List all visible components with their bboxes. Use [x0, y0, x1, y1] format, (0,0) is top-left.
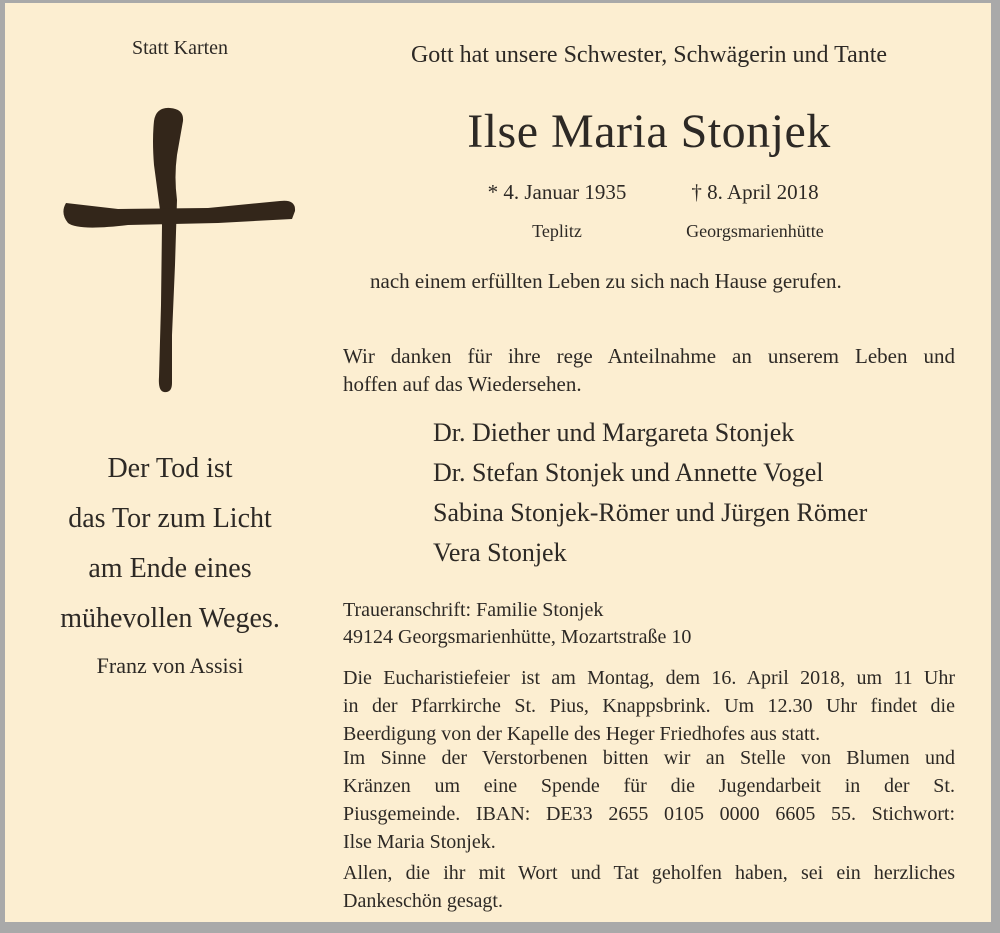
text-line: mühevollen Weges.: [60, 603, 280, 634]
closing-thanks-paragraph: [343, 859, 955, 915]
donation-request-paragraph: [343, 744, 955, 856]
intro-line: Gott hat unsere Schwester, Schwägerin und Tante: [410, 42, 888, 68]
family-names-list: [433, 413, 955, 573]
text-line: Beerdigung von der Kapelle des Heger Friedhofes aus statt.: [343, 723, 821, 745]
text-line: Traueranschrift: Familie Stonjek: [343, 599, 604, 621]
text-line: in der Pfarrkirche St. Pius, Knappsbrink. Um 12.30 Uhr findet die: [343, 695, 955, 717]
thanks-paragraph: [343, 342, 955, 398]
birth-place: Teplitz: [532, 221, 582, 241]
text-line: Im Sinne der Verstorbenen bitten wir an Stelle von Blumen und: [343, 747, 955, 769]
text-line: hoffen auf das Wiedersehen.: [343, 372, 582, 396]
obituary-page: [5, 3, 991, 922]
death-place: Georgsmarienhütte: [686, 221, 824, 241]
notice-body: [343, 3, 955, 922]
text-line: Dr. Diether und Margareta Stonjek: [433, 418, 795, 447]
text-line: Die Eucharistiefeier ist am Montag, dem 16. April 2018, um 11 Uhr: [343, 667, 955, 689]
statt-karten-label: Statt Karten: [131, 37, 229, 59]
text-line: Dankeschön gesagt.: [343, 890, 503, 912]
text-line: Der Tod ist: [107, 453, 233, 484]
text-line: Ilse Maria Stonjek.: [343, 831, 496, 853]
memorial-cross-icon: [58, 105, 298, 395]
text-line: Vera Stonjek: [433, 538, 567, 567]
text-line: Wir danken für ihre rege Anteilnahme an unserem Leben und: [343, 344, 955, 368]
text-line: Piusgemeinde. IBAN: DE33 2655 0105 0000 6605 55. Stichwort:: [343, 803, 955, 825]
text-line: Sabina Stonjek-Römer und Jürgen Römer: [433, 498, 868, 527]
service-info-paragraph: [343, 664, 955, 748]
text-line: das Tor zum Licht: [68, 503, 272, 534]
mourning-address: [343, 597, 955, 651]
deceased-name: Ilse Maria Stonjek: [467, 105, 831, 158]
called-home-line: nach einem erfüllten Leben zu sich nach Hause gerufen.: [370, 269, 842, 293]
text-line: am Ende eines: [88, 553, 252, 584]
condolence-quote: [20, 444, 320, 644]
text-line: Dr. Stefan Stonjek und Annette Vogel: [433, 458, 824, 487]
quote-attribution: Franz von Assisi: [96, 653, 244, 678]
text-line: Allen, die ihr mit Wort und Tat geholfen haben, sei ein herzliches: [343, 862, 955, 884]
birth-date: * 4. Januar 1935: [487, 180, 627, 204]
text-line: 49124 Georgsmarienhütte, Mozartstraße 10: [343, 626, 692, 648]
text-line: Kränzen um eine Spende für die Jugendarbeit in der St.: [343, 775, 955, 797]
death-date: † 8. April 2018: [691, 180, 819, 204]
